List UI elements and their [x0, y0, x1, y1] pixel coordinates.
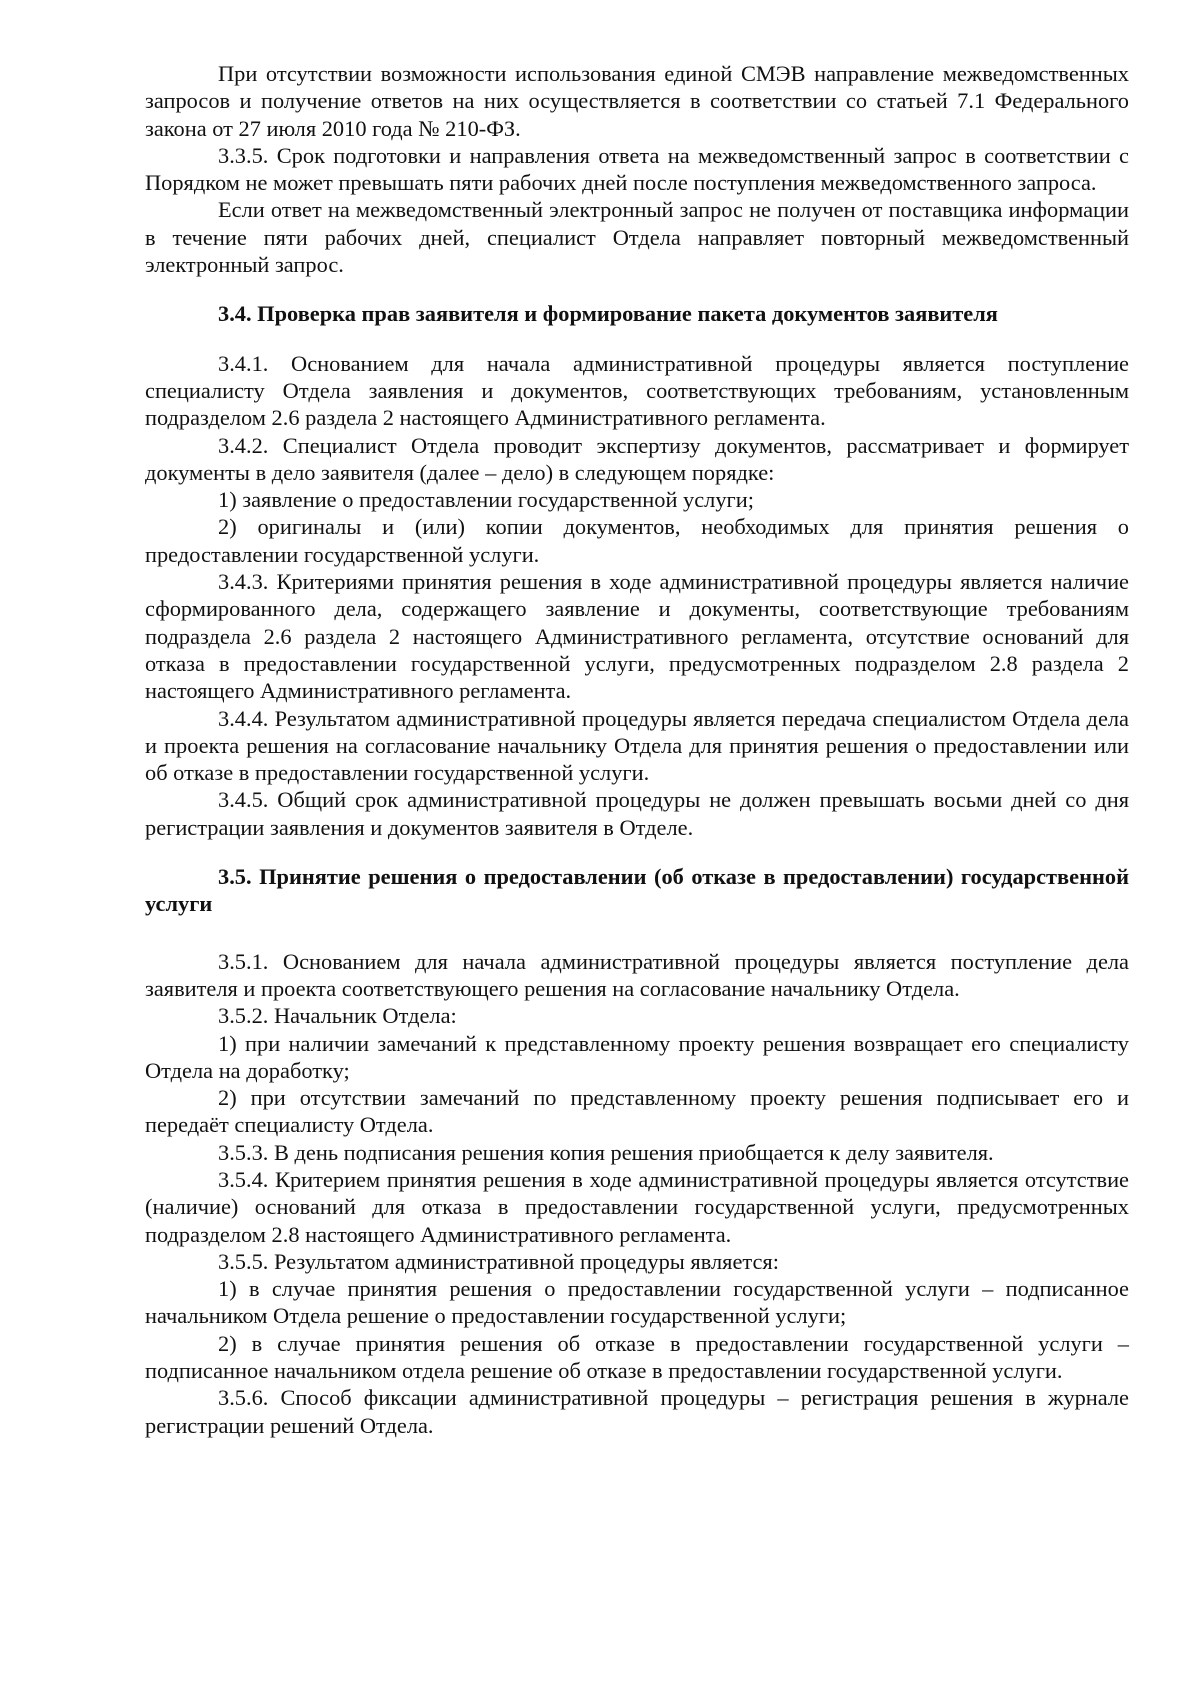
paragraph-3-3-5: 3.3.5. Срок подготовки и направления ответа на межведомственный запрос в соответствии с Порядком не может превышать пяти рабочих дней после поступления межведомственного запроса.	[145, 142, 1129, 196]
paragraph-3-4-3: 3.4.3. Критериями принятия решения в ходе административной процедуры является наличие сформированного дела, содержащего заявление и документы, соответствующие требованиям подраздела 2.6 раздела 2 настоящего Административного регламента, отсутствие оснований для отказа в предоставлении государственной услуги, предусмотренных подразделом 2.8 раздела 2 настоящего Административного регламента.	[145, 569, 1129, 704]
paragraph-3-4-4: 3.4.4. Результатом административной процедуры является передача специалистом Отдела дела и проекта решения на согласование начальнику Отдела для принятия решения о предоставлении или об отказе в предоставлении государственной услуги.	[145, 705, 1129, 786]
spacer	[145, 278, 1129, 300]
paragraph-smev: При отсутствии возможности использования единой СМЭВ направление межведомственных запросов и получение ответов на них осуществляется в соответствии со статьей 7.1 Федерального закона от 27 июля 2010 года № 210-ФЗ.	[145, 61, 1129, 141]
spacer	[145, 918, 1129, 948]
paragraph-3-5-1: 3.5.1. Основанием для начала административной процедуры является поступление дела заявителя и проекта соответствующего решения на согласование начальнику Отдела.	[145, 948, 1129, 1001]
paragraph-3-5-2: 3.5.2. Начальник Отдела:	[218, 1003, 457, 1029]
list-item-3-4-2-2: 2) оригиналы и (или) копии документов, необходимых для принятия решения о предоставлении государственной услуги.	[145, 514, 1129, 567]
paragraph-3-4-1: 3.4.1. Основанием для начала административной процедуры является поступление специалисту Отдела заявления и документов, соответствующих требованиям, установленным подразделом 2.6 раздела 2 настоящего Административного регламента.	[145, 350, 1129, 431]
paragraph-3-5-4: 3.5.4. Критерием принятия решения в ходе административной процедуры является отсутствие (наличие) оснований для отказа в предоставлении государственной услуги, предусмотренных подразделом 2.8 настоящего Административного регламента.	[145, 1166, 1129, 1247]
list-item-3-5-2-2: 2) при отсутствии замечаний по представленному проекту решения подписывает его и передаёт специалисту Отдела.	[145, 1085, 1129, 1138]
spacer	[145, 328, 1129, 350]
document-body	[145, 60, 1129, 1439]
list-item-3-5-5-1: 1) в случае принятия решения о предоставлении государственной услуги – подписанное начальником Отдела решение о предоставлении государственной услуги;	[145, 1276, 1129, 1329]
section-heading-3-4: 3.4. Проверка прав заявителя и формирование пакета документов заявителя	[218, 301, 998, 327]
paragraph-3-5-5: 3.5.5. Результатом административной процедуры является:	[218, 1248, 779, 1274]
paragraph-3-5-6: 3.5.6. Способ фиксации административной процедуры – регистрация решения в журнале регистрации решений Отдела.	[145, 1385, 1129, 1438]
paragraph-3-4-5: 3.4.5. Общий срок административной процедуры не должен превышать восьми дней со дня регистрации заявления и документов заявителя в Отделе.	[145, 787, 1129, 840]
list-item-3-4-2-1: 1) заявление о предоставлении государственной услуги;	[218, 487, 754, 513]
paragraph-repeat-request: Если ответ на межведомственный электронный запрос не получен от поставщика информации в течение пяти рабочих дней, специалист Отдела направляет повторный межведомственный электронный запрос.	[145, 197, 1129, 278]
list-item-3-5-5-2: 2) в случае принятия решения об отказе в предоставлении государственной услуги – подписанное начальником отдела решение об отказе в предоставлении государственной услуги.	[145, 1330, 1129, 1384]
list-item-3-5-2-1: 1) при наличии замечаний к представленному проекту решения возвращает его специалисту Отдела на доработку;	[145, 1030, 1129, 1083]
spacer	[145, 841, 1129, 863]
paragraph-3-5-3: 3.5.3. В день подписания решения копия решения приобщается к делу заявителя.	[218, 1139, 994, 1165]
paragraph-3-4-2: 3.4.2. Специалист Отдела проводит экспертизу документов, рассматривает и формирует документы в дело заявителя (далее – дело) в следующем порядке:	[145, 432, 1129, 485]
section-heading-3-5: 3.5. Принятие решения о предоставлении (об отказе в предоставлении) государственной услуги	[145, 864, 1129, 917]
